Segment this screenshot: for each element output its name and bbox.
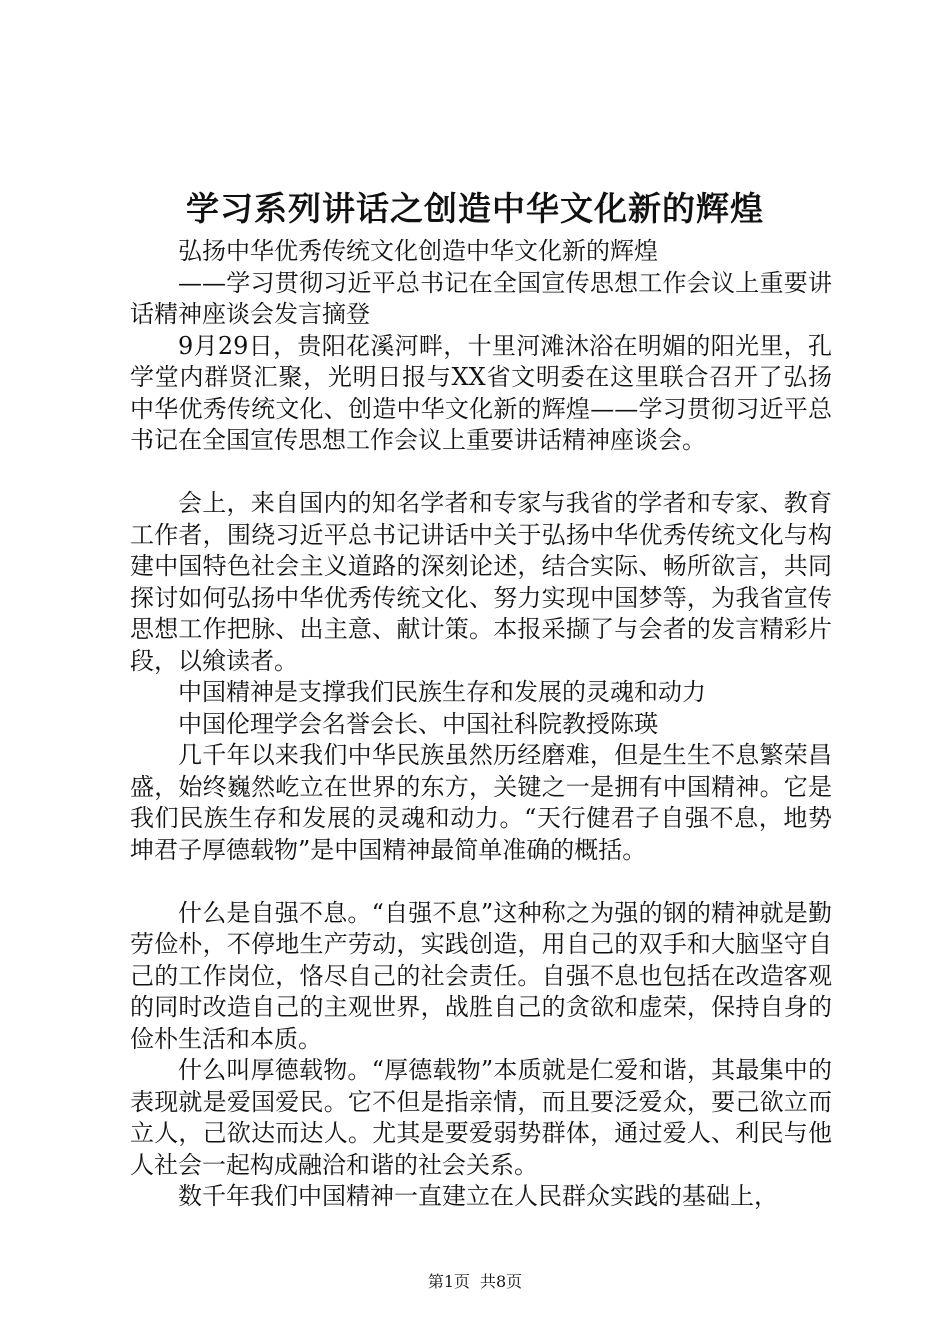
speaker-byline: 中国伦理学会名誉会长、中国社科院教授陈瑛 — [178, 709, 658, 738]
subtitle-paragraph: 弘扬中华优秀传统文化创造中华文化新的辉煌 — [178, 237, 658, 265]
page-footer — [0, 1272, 950, 1292]
body-paragraph: 9月29日，贵阳花溪河畔，十里河滩沐浴在明媚的阳光里，孔学堂内群贤汇聚，光明日报与XX省文明委在这里联合召开了弘扬中华优秀传统文化、创造中华文化新的辉煌——学习贯彻习近平总书记在全国宣传思想工作会议上重要讲话精神座谈会。 — [130, 331, 832, 454]
body-paragraph: 几千年以来我们中华民族虽然历经磨难，但是生生不息繁荣昌盛，始终巍然屹立在世界的东方，关键之一是拥有中国精神。它是我们民族生存和发展的灵魂和动力。“天行健君子自强不息，地势坤君子厚德载物”是中国精神最简单准确的概括。 — [130, 741, 832, 864]
body-paragraph: 什么是自强不息。“自强不息”这种称之为强的钢的精神就是勤劳俭朴，不停地生产劳动，实践创造，用自己的双手和大脑坚守自己的工作岗位，恪尽自己的社会责任。自强不息也包括在改造客观的同时改造自己的主观世界，战胜自己的贪欲和虚荣，保持自身的俭朴生活和本质。 — [130, 898, 832, 1053]
page-total: 共8页 — [480, 1272, 523, 1291]
document-body — [130, 236, 832, 1213]
subtitle-dash-paragraph: ——学习贯彻习近平总书记在全国宣传思想工作会议上重要讲话精神座谈会发言摘登 — [130, 268, 832, 328]
document-title: 学习系列讲话之创造中华文化新的辉煌 — [186, 189, 764, 228]
page-number: 第1页 — [427, 1272, 470, 1291]
body-paragraph: 会上，来自国内的知名学者和专家与我省的学者和专家、教育工作者，围绕习近平总书记讲话中关于弘扬中华优秀传统文化与构建中国特色社会主义道路的深刻论述，结合实际、畅所欲言，共同探讨如何弘扬中华优秀传统文化、努力实现中国梦等，为我省宣传思想工作把脉、出主意、献计策。本报采撷了与会者的发言精彩片段，以飨读者。 — [130, 489, 832, 675]
section-heading: 中国精神是支撑我们民族生存和发展的灵魂和动力 — [178, 678, 706, 706]
body-paragraph: 什么叫厚德载物。“厚德载物”本质就是仁爱和谐，其最集中的表现就是爱国爱民。它不但是指亲情，而且要泛爱众，要己欲立而立人，己欲达而达人。尤其是要爱弱势群体，通过爱人、利民与他人社会一起构成融洽和谐的社会关系。 — [130, 1056, 832, 1179]
body-paragraph: 数千年我们中国精神一直建立在人民群众实践的基础上， — [178, 1182, 778, 1210]
